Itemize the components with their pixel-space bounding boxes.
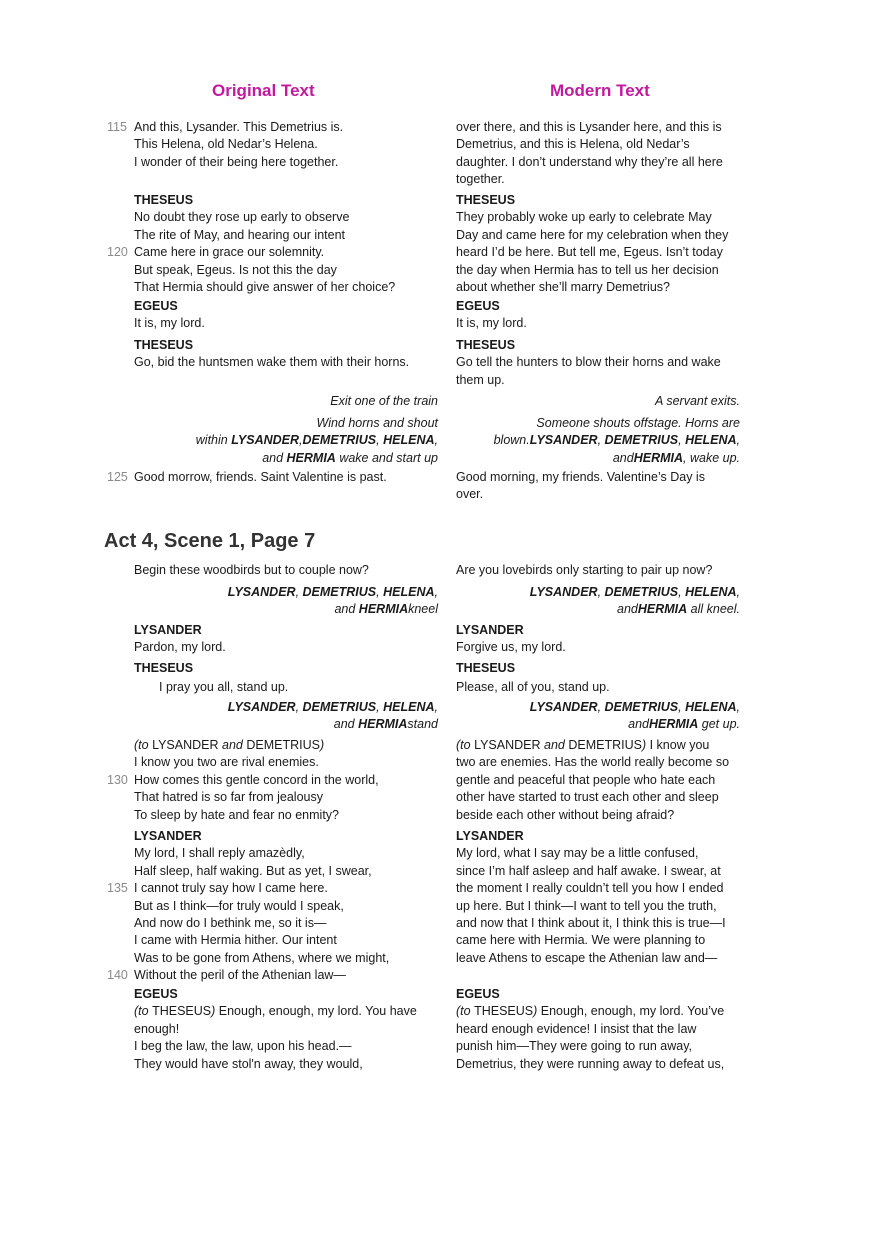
modern-line: about whether she’ll marry Demetrius?: [456, 280, 670, 295]
speaker-name: LYSANDER: [134, 623, 202, 637]
original-stage-direction: [134, 393, 438, 410]
original-text-header: Original Text: [212, 81, 315, 100]
character-name: HERMIA: [286, 450, 336, 465]
modern-line: together.: [456, 172, 505, 187]
original-passage: [134, 298, 444, 333]
modern-passage: [456, 660, 746, 697]
verse-line: No doubt they rose up early to observe: [134, 210, 350, 225]
character-name: HERMIA: [633, 450, 684, 465]
verse-line: Without the peril of the Athenian law—: [134, 968, 346, 983]
stage-direction-text: andHERMIA, wake up.: [612, 450, 740, 465]
verse-line: I beg the law, the law, upon his head.—: [134, 1039, 352, 1054]
character-name: HERMIA: [648, 717, 699, 732]
verse-line: Go, bid the huntsmen wake them with their horns.: [134, 355, 410, 370]
character-name: HELENA: [383, 433, 435, 448]
character-name: HERMIA: [637, 602, 688, 617]
speaker-name: EGEUS: [134, 987, 178, 1001]
verse-line: The rite of May, and hearing our intent: [134, 227, 345, 242]
verse-line: To sleep by hate and fear no enmity?: [134, 807, 339, 822]
verse-line: Pardon, my lord.: [134, 640, 226, 655]
speaker-name: THESEUS: [456, 193, 516, 207]
character-name: DEMETRIUS: [604, 700, 679, 714]
speaker-name: LYSANDER: [456, 623, 524, 637]
verse-line: Came here in grace our solemnity.: [134, 245, 325, 260]
line-number: 140: [107, 968, 128, 983]
modern-line: My lord, what I say may be a little confused,: [456, 846, 699, 861]
modern-line: It is, my lord.: [456, 316, 527, 331]
stage-direction-text: andHERMIA all kneel.: [617, 602, 740, 617]
speaker-name: EGEUS: [134, 299, 178, 313]
character-name: HELENA: [383, 585, 435, 599]
verse-line: They would have stol'n away, they would,: [134, 1056, 363, 1071]
character-name: DEMETRIUS: [302, 585, 377, 599]
original-passage: [107, 192, 444, 296]
modern-passage: [456, 986, 746, 1073]
line-number: 130: [107, 772, 128, 787]
verse-line: Half sleep, half waking. But as yet, I swear,: [134, 863, 372, 878]
verse-line: Begin these woodbirds but to couple now?: [134, 563, 369, 577]
modern-passage: [456, 562, 746, 579]
modern-passage: [456, 298, 746, 333]
modern-line: beside each other without being afraid?: [456, 807, 675, 822]
modern-text-header: Modern Text: [550, 81, 650, 100]
modern-line: They probably woke up early to celebrate May: [456, 210, 712, 225]
original-passage: [134, 660, 444, 697]
modern-line: over there, and this is Lysander here, and this is: [456, 120, 722, 134]
modern-line: daughter. I don’t understand why they’re all here: [456, 154, 723, 169]
modern-line: two are enemies. Has the world really become so: [456, 755, 730, 770]
speaker-name: THESEUS: [456, 338, 516, 352]
speaker-name: THESEUS: [134, 193, 194, 207]
stage-direction-text: within LYSANDER,DEMETRIUS, HELENA,: [195, 433, 438, 448]
modern-line: since I’m half asleep and half awake. I swear, at: [456, 863, 721, 878]
character-name: HELENA: [685, 700, 737, 714]
modern-line: gentle and peaceful that people who hate each: [456, 772, 716, 787]
original-stage-direction: [134, 584, 438, 619]
speaker-name: LYSANDER: [456, 829, 524, 843]
character-name: HERMIA: [358, 602, 409, 617]
character-name: DEMETRIUS: [604, 433, 679, 448]
modern-stage-direction: [456, 699, 740, 734]
original-passage: [134, 337, 444, 372]
modern-line: heard I’d be here. But tell me, Egeus. Isn’t today: [456, 245, 723, 260]
modern-line: over.: [456, 487, 484, 502]
stage-direction-text: A servant exits.: [655, 394, 740, 408]
original-stage-direction: [134, 415, 438, 467]
stage-direction-text: Wind horns and shout: [316, 416, 438, 430]
scene-page-title: Act 4, Scene 1, Page 7: [104, 530, 316, 552]
stage-direction-text: Exit one of the train: [330, 394, 438, 408]
original-passage: [134, 622, 444, 657]
verse-line: I know you two are rival enemies.: [134, 755, 319, 770]
character-name: LYSANDER: [529, 433, 598, 448]
original-passage: [107, 119, 444, 171]
modern-line: Please, all of you, stand up.: [456, 680, 610, 695]
original-passage: [107, 469, 444, 486]
modern-passage: [456, 192, 746, 296]
modern-passage: [456, 119, 746, 189]
verse-line: But speak, Egeus. Is not this the day: [134, 262, 337, 277]
verse-line: This Helena, old Nedar’s Helena.: [134, 137, 318, 152]
character-name: DEMETRIUS: [604, 585, 679, 599]
line-number: 120: [107, 245, 128, 260]
modern-stage-direction: [456, 584, 740, 619]
verse-line: And now do I bethink me, so it is—: [134, 916, 327, 931]
speaker-name: THESEUS: [134, 661, 194, 675]
stage-direction-text: LYSANDER, DEMETRIUS, HELENA,: [529, 700, 740, 714]
character-name: HELENA: [383, 700, 435, 714]
line-number: 115: [107, 120, 127, 134]
verse-line: It is, my lord.: [134, 316, 205, 331]
modern-line: heard enough evidence! I insist that the law: [456, 1021, 697, 1036]
verse-line: But as I think—for truly would I speak,: [134, 898, 344, 913]
verse-line: I pray you all, stand up.: [159, 680, 289, 695]
verse-line: (to THESEUS) Enough, enough, my lord. You have: [134, 1004, 417, 1019]
character-name: HELENA: [685, 585, 737, 599]
modern-line: Demetrius, and this is Helena, old Nedar’s: [456, 137, 690, 152]
character-name: HELENA: [685, 433, 737, 448]
original-passage: [107, 737, 444, 824]
speaker-name: EGEUS: [456, 987, 500, 1001]
modern-line: Are you lovebirds only starting to pair up now?: [456, 563, 713, 577]
modern-line: the moment I really couldn’t tell you how I ended: [456, 881, 724, 896]
verse-line: How comes this gentle concord in the world,: [134, 772, 379, 787]
line-number: 135: [107, 881, 128, 896]
original-stage-direction: [134, 699, 438, 734]
modern-line: other have started to trust each other and sleep: [456, 790, 719, 805]
stage-direction-text: and HERMIA wake and start up: [262, 450, 438, 465]
modern-line: leave Athens to escape the Athenian law and—: [456, 950, 718, 965]
speaker-name: THESEUS: [134, 338, 194, 352]
modern-stage-direction: [456, 393, 740, 410]
character-name: LYSANDER: [529, 700, 598, 714]
verse-line: Was to be gone from Athens, where we might,: [134, 950, 390, 965]
modern-passage: [456, 622, 746, 657]
character-name: DEMETRIUS: [302, 700, 377, 714]
character-name: LYSANDER: [231, 433, 300, 448]
modern-line: Day and came here for my celebration when they: [456, 227, 729, 242]
modern-passage: [456, 828, 746, 967]
stage-direction-text: and HERMIAkneel: [334, 602, 438, 617]
stage-direction-text: LYSANDER, DEMETRIUS, HELENA,: [227, 700, 438, 714]
verse-line: I wonder of their being here together.: [134, 154, 339, 169]
character-name: LYSANDER: [227, 700, 296, 714]
stage-direction-text: LYSANDER, DEMETRIUS, HELENA,: [529, 585, 740, 599]
stage-direction-text: Someone shouts offstage. Horns are: [536, 416, 740, 430]
original-passage: [107, 828, 444, 985]
verse-line: That hatred is so far from jealousy: [134, 790, 323, 805]
verse-line: I cannot truly say how I came here.: [134, 881, 328, 896]
verse-line: That Hermia should give answer of her choice?: [134, 280, 396, 295]
modern-line: them up.: [456, 372, 505, 387]
modern-stage-direction: [456, 415, 740, 467]
line-number: 125: [107, 470, 128, 484]
stage-direction-text: LYSANDER, DEMETRIUS, HELENA,: [227, 585, 438, 599]
speaker-name: LYSANDER: [134, 829, 202, 843]
character-name: LYSANDER: [227, 585, 296, 599]
verse-line: I came with Hermia hither. Our intent: [134, 933, 337, 948]
character-name: LYSANDER: [529, 585, 598, 599]
character-name: HERMIA: [358, 717, 408, 732]
stage-direction-text: and HERMIAstand: [333, 717, 438, 732]
original-passage: [134, 562, 444, 579]
speaker-name: THESEUS: [456, 661, 516, 675]
stage-direction-text: andHERMIA get up.: [628, 717, 740, 732]
verse-line: And this, Lysander. This Demetrius is.: [134, 120, 344, 134]
modern-line: (to THESEUS) Enough, enough, my lord. You’ve: [456, 1004, 725, 1019]
modern-passage: [456, 337, 746, 389]
speaker-name: EGEUS: [456, 299, 500, 313]
modern-line: (to LYSANDER and DEMETRIUS) I know you: [456, 738, 710, 752]
modern-line: up here. But I think—I want to tell you the truth,: [456, 898, 717, 913]
verse-line: My lord, I shall reply amazèdly,: [134, 846, 305, 861]
verse-line: enough!: [134, 1021, 180, 1036]
modern-line: and now that I think about it, I think this is true—I: [456, 916, 726, 931]
modern-line: came here with Hermia. We were planning to: [456, 933, 706, 948]
modern-passage: [456, 737, 746, 824]
modern-line: Good morning, my friends. Valentine’s Day is: [456, 470, 705, 484]
stage-direction-text: blown.LYSANDER, DEMETRIUS, HELENA,: [493, 433, 740, 448]
modern-line: the day when Hermia has to tell us her decision: [456, 262, 719, 277]
modern-line: Demetrius, they were running away to defeat us,: [456, 1056, 725, 1071]
modern-line: punish him—They were going to run away,: [456, 1039, 692, 1054]
stage-direction-inline: (to LYSANDER and DEMETRIUS): [134, 738, 325, 752]
character-name: DEMETRIUS: [302, 433, 377, 448]
modern-passage: [456, 469, 746, 504]
modern-line: Go tell the hunters to blow their horns and wake: [456, 355, 721, 370]
verse-line: Good morrow, friends. Saint Valentine is past.: [134, 470, 387, 484]
original-passage: [134, 986, 444, 1073]
modern-line: Forgive us, my lord.: [456, 640, 566, 655]
